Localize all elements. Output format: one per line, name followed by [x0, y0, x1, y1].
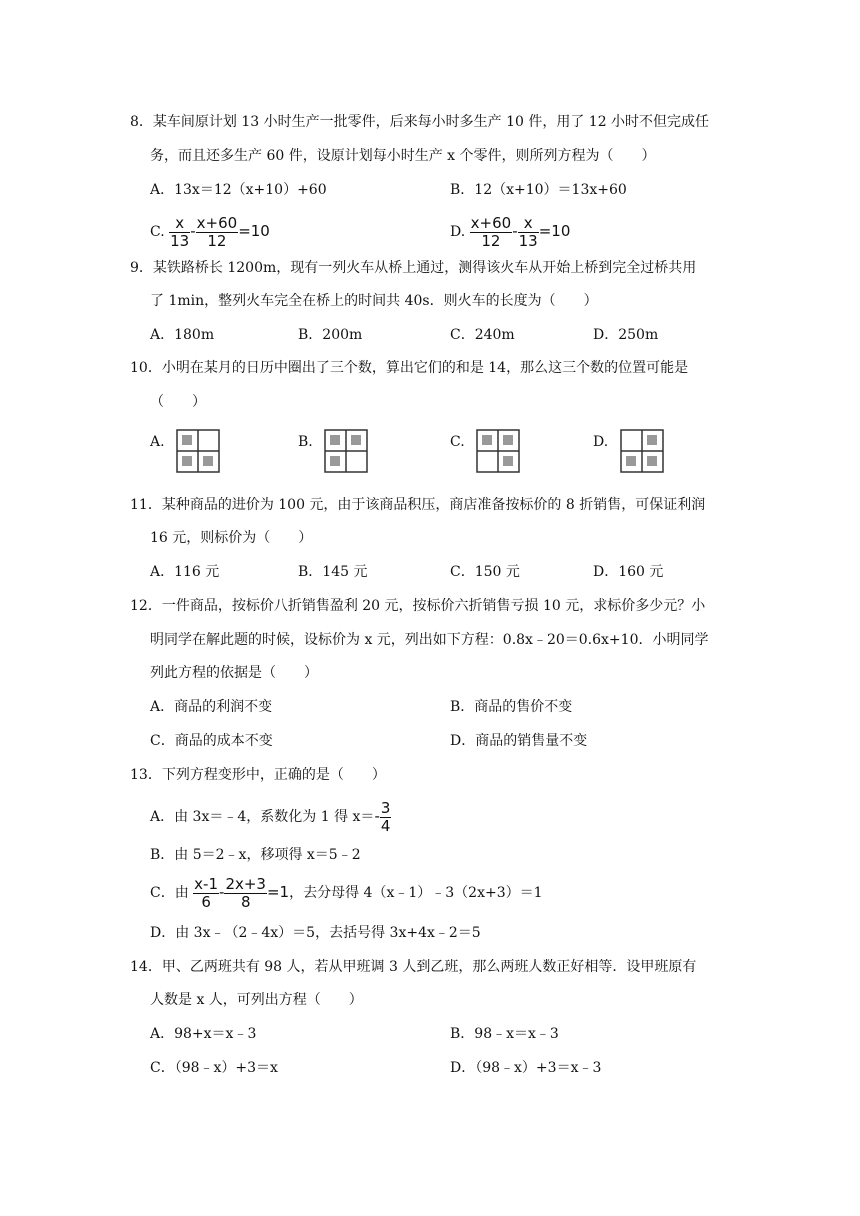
q8-option-d-fraction2 [518, 215, 539, 250]
q8-option-d [450, 212, 570, 251]
q14-option-a: A．98+x＝x﹣3 [150, 1026, 257, 1042]
q12-option-c: C．商品的成本不变 [150, 733, 273, 749]
q12-line2: 明同学在解此题的时候，设标价为 x 元，列出如下方程：0.8x﹣20＝0.6x+10．小明同学 [150, 632, 709, 648]
fraction-numerator: x+60 [470, 213, 512, 232]
q10-option-c-label: C. [450, 434, 465, 450]
fraction-numerator: x [169, 215, 190, 233]
q9-option-a: A．180m [150, 327, 215, 343]
q14-option-b: B．98﹣x＝x﹣3 [450, 1026, 559, 1042]
q13-option-b: B．由 5＝2﹣x，移项得 x＝5﹣2 [150, 847, 361, 863]
q11-option-c: C．150 元 [450, 564, 520, 580]
fraction-denominator: 8 [240, 892, 251, 911]
q13-option-c-post: ，去分母得 4（x﹣1）﹣3（2x+3）＝1 [289, 885, 543, 901]
q8-option-b: B．12（x+10）＝13x+60 [450, 182, 627, 198]
fraction-denominator: 13 [170, 231, 190, 250]
q11-line1: 11．某种商品的进价为 100 元，由于该商品积压，商店准备按标价的 8 折销售，可保证利润 [130, 497, 706, 513]
fraction-numerator: x-1 [194, 874, 219, 893]
q8-option-a: A．13x＝12（x+10）+60 [150, 182, 327, 198]
q9-option-b: B．200m [298, 327, 363, 343]
q12-option-b: B．商品的售价不变 [450, 699, 573, 715]
q14-line1: 14．甲、乙两班共有 98 人，若从甲班调 3 人到乙班，那么两班人数正好相等．设甲班原有 [130, 959, 697, 975]
q10-line1: 10．小明在某月的日历中圈出了三个数，算出它们的和是 14，那么这三个数的位置可能是 [130, 360, 689, 376]
minus-sign: - [374, 807, 380, 825]
fraction-denominator: 4 [380, 816, 391, 835]
q13-option-a [150, 796, 391, 837]
fraction-numerator: 3 [380, 798, 391, 817]
q12-option-d: D．商品的销售量不变 [450, 733, 588, 749]
q9-option-d: D．250m [593, 327, 659, 343]
q13-option-c [150, 872, 543, 913]
q8-option-d-fraction1 [470, 215, 513, 250]
fraction-numerator: x [518, 215, 539, 233]
q8-option-d-label: D. [450, 224, 466, 240]
fraction-numerator: x+60 [196, 213, 238, 232]
q10-option-d-label: D. [593, 434, 609, 450]
q8-line2: 务，而且还多生产 60 件，设原计划每小时生产 x 个零件，则所列方程为（ ） [150, 148, 656, 164]
q14-option-d: D．（98﹣x）+3＝x﹣3 [450, 1060, 602, 1076]
q13-line1: 13．下列方程变形中，正确的是（ ） [130, 767, 386, 783]
q12-line3: 列此方程的依据是（ ） [150, 665, 318, 681]
q13-option-d: D．由 3x﹣（2﹣4x）＝5，去括号得 3x+4x﹣2＝5 [150, 925, 481, 941]
minus-sign: - [512, 222, 518, 240]
minus-sign: - [219, 883, 225, 901]
q10-line2: （ ） [150, 394, 206, 410]
minus-sign: - [190, 222, 196, 240]
q9-option-c: C．240m [450, 327, 515, 343]
equation-tail: =1 [266, 883, 290, 901]
q11-option-a: A．116 元 [150, 564, 220, 580]
q9-line1: 9．某铁路桥长 1200m，现有一列火车从桥上通过，测得该火车从开始上桥到完全过桥共用 [130, 260, 697, 276]
q14-option-c: C．（98﹣x）+3＝x [150, 1060, 278, 1076]
fraction-denominator: 12 [207, 231, 227, 250]
calendar-grid-d [620, 429, 664, 473]
q10-option-a-label: A. [150, 434, 165, 450]
calendar-grid-b [324, 429, 368, 473]
q11-option-b: B．145 元 [298, 564, 368, 580]
q13-option-a-text: A．由 3x＝﹣4，系数化为 1 得 x＝ [150, 809, 375, 825]
q11-line2: 16 元，则标价为（ ） [150, 530, 313, 546]
fraction-denominator: 12 [481, 231, 501, 250]
q9-line2: 了 1min，整列火车完全在桥上的时间共 40s．则火车的长度为（ ） [150, 293, 598, 309]
equation-tail: =10 [538, 222, 571, 240]
fraction-denominator: 6 [201, 892, 211, 911]
q10-option-b-label: B. [298, 434, 313, 450]
q13-option-c-fraction1 [193, 876, 219, 911]
q11-option-d: D．160 元 [593, 564, 664, 580]
calendar-grid-a [176, 429, 220, 473]
q12-line1: 12．一件商品，按标价八折销售盈利 20 元，按标价六折销售亏损 10 元，求标价多少元？小 [130, 598, 706, 614]
q8-option-c-fraction2 [196, 215, 239, 250]
q13-option-a-fraction [380, 800, 392, 835]
fraction-denominator: 13 [518, 231, 538, 250]
equation-tail: =10 [238, 222, 270, 240]
q8-line1: 8．某车间原计划 13 小时生产一批零件，后来每小时多生产 10 件，用了 12 小时不但完成任 [130, 114, 710, 130]
q13-option-c-fraction2 [224, 876, 267, 911]
q8-option-c-label: C. [150, 224, 165, 240]
calendar-grid-c [476, 429, 520, 473]
q14-line2: 人数是 x 人，可列出方程（ ） [150, 992, 363, 1008]
q13-option-c-pre: C．由 [150, 885, 189, 901]
q8-option-c [150, 212, 270, 251]
q12-option-a: A．商品的利润不变 [150, 699, 273, 715]
fraction-numerator: 2x+3 [225, 874, 266, 893]
q8-option-c-fraction1 [169, 215, 190, 250]
